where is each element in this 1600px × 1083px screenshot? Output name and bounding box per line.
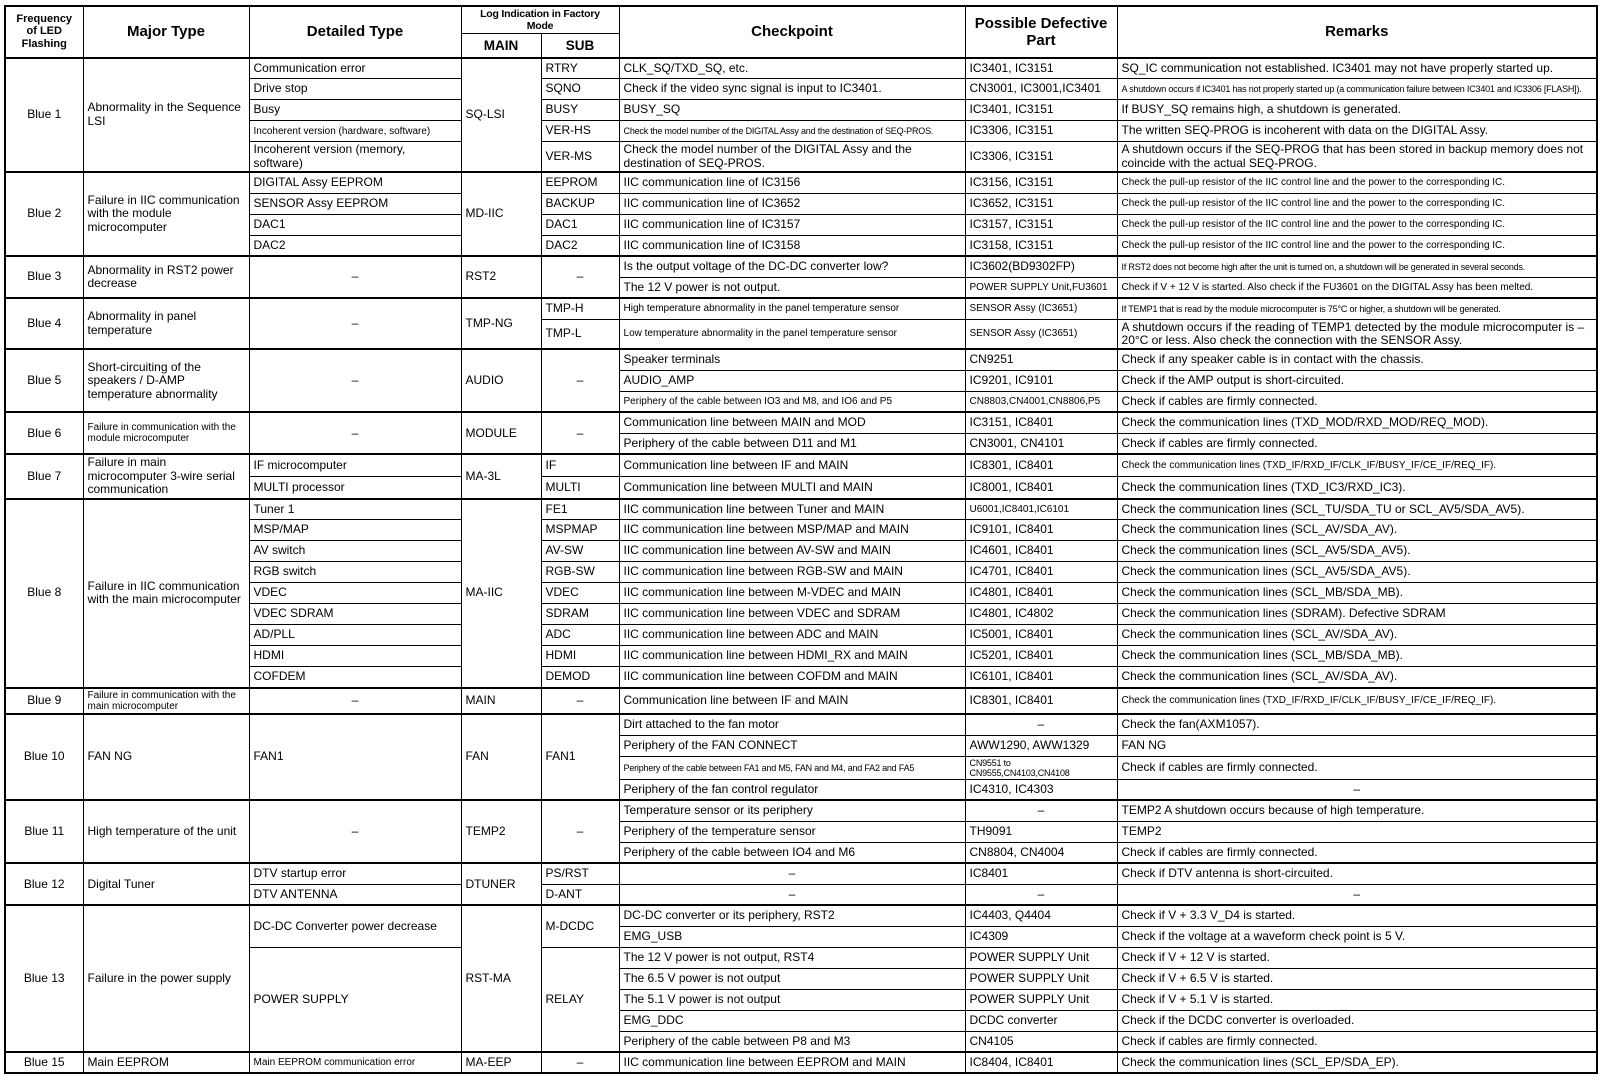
table-cell: POWER SUPPLY Unit,FU3601 — [965, 277, 1117, 298]
table-cell: Failure in IIC communication with the module microcomputer — [83, 172, 249, 256]
table-cell: Low temperature abnormality in the panel temperature sensor — [619, 319, 965, 349]
table-cell: Check the model number of the DIGITAL Assy and the destination of SEQ-PROS. — [619, 121, 965, 142]
table-cell: VER-MS — [541, 142, 619, 172]
table-cell: Periphery of the cable between P8 and M3 — [619, 1031, 965, 1052]
table-cell: IC3401, IC3151 — [965, 58, 1117, 79]
table-cell: Blue 7 — [5, 454, 83, 498]
table-cell: Blue 4 — [5, 298, 83, 349]
table-cell: EMG_DDC — [619, 1010, 965, 1031]
header-row-1 — [5, 6, 1597, 34]
table-cell: Check if cables are firmly connected. — [1117, 756, 1597, 779]
table-cell: VDEC SDRAM — [249, 604, 461, 625]
table-cell: TMP-NG — [461, 298, 541, 349]
table-cell: Check the communication lines (TXD_IF/RXD_IF/CLK_IF/BUSY_IF/CE_IF/REQ_IF). — [1117, 454, 1597, 476]
table-cell: VDEC — [249, 583, 461, 604]
table-cell: Check if the DCDC converter is overloaded. — [1117, 1010, 1597, 1031]
table-cell: Main EEPROM communication error — [249, 1052, 461, 1073]
table-cell: BACKUP — [541, 193, 619, 214]
table-cell: POWER SUPPLY Unit — [965, 947, 1117, 968]
table-row — [5, 499, 1597, 520]
table-cell: IIC communication line of IC3652 — [619, 193, 965, 214]
table-cell: Tuner 1 — [249, 499, 461, 520]
table-cell: Communication line between MULTI and MAIN — [619, 477, 965, 499]
table-cell: The 12 V power is not output, RST4 — [619, 947, 965, 968]
table-row — [5, 172, 1597, 193]
table-cell: Check if V + 6.5 V is started. — [1117, 968, 1597, 989]
table-cell: HDMI — [249, 646, 461, 667]
table-cell: Blue 1 — [5, 58, 83, 172]
table-cell: Check the pull-up resistor of the IIC control line and the power to the corresponding IC. — [1117, 235, 1597, 256]
table-cell: IIC communication line between ADC and MAIN — [619, 625, 965, 646]
table-cell: IC4403, Q4404 — [965, 905, 1117, 926]
table-cell: If TEMP1 that is read by the module microcomputer is 75°C or higher, a shutdown will be generated. — [1117, 298, 1597, 319]
table-cell: Check if DTV antenna is short-circuited. — [1117, 863, 1597, 884]
table-cell: Periphery of the cable between FA1 and M5, FAN and M4, and FA2 and FA5 — [619, 756, 965, 779]
table-cell: – — [541, 800, 619, 863]
table-cell: IC3652, IC3151 — [965, 193, 1117, 214]
table-cell: If BUSY_SQ remains high, a shutdown is generated. — [1117, 100, 1597, 121]
table-cell: Check if cables are firmly connected. — [1117, 391, 1597, 412]
table-row — [5, 298, 1597, 319]
table-cell: IC4801, IC8401 — [965, 583, 1117, 604]
table-cell: MODULE — [461, 412, 541, 454]
table-cell: – — [249, 298, 461, 349]
table-cell: CN9251 — [965, 349, 1117, 370]
table-row — [5, 349, 1597, 370]
table-cell: SQ-LSI — [461, 58, 541, 172]
table-cell: COFDEM — [249, 667, 461, 688]
table-cell: Failure in IIC communication with the main microcomputer — [83, 499, 249, 688]
table-cell: – — [965, 714, 1117, 735]
table-cell: A shutdown occurs if IC3401 has not properly started up (a communication failure between IC3401 and IC3306 [FLASH]). — [1117, 79, 1597, 100]
table-cell: Check the communication lines (SCL_AV5/SDA_AV5). — [1117, 541, 1597, 562]
table-cell: Busy — [249, 100, 461, 121]
table-cell: TMP-H — [541, 298, 619, 319]
table-cell: A shutdown occurs if the reading of TEMP1 detected by the module microcomputer is –20°C or less. Also check the connection with the SENSOR Assy. — [1117, 319, 1597, 349]
table-cell: Abnormality in the Sequence LSI — [83, 58, 249, 172]
table-cell: Blue 6 — [5, 412, 83, 454]
table-cell: – — [249, 412, 461, 454]
table-cell: BUSY_SQ — [619, 100, 965, 121]
table-cell: Check if the voltage at a waveform check point is 5 V. — [1117, 926, 1597, 947]
table-cell: IIC communication line between M-VDEC and MAIN — [619, 583, 965, 604]
table-cell: Failure in main microcomputer 3-wire serial communication — [83, 454, 249, 498]
table-cell: Check if V + 12 V is started. — [1117, 947, 1597, 968]
table-cell: IC3602(BD9302FP) — [965, 256, 1117, 277]
table-cell: DAC2 — [541, 235, 619, 256]
table-cell: MULTI processor — [249, 477, 461, 499]
table-cell: Periphery of the temperature sensor — [619, 821, 965, 842]
table-cell: CLK_SQ/TXD_SQ, etc. — [619, 58, 965, 79]
table-cell: CN4105 — [965, 1031, 1117, 1052]
col-header-remarks: Remarks — [1117, 6, 1597, 58]
table-row — [5, 905, 1597, 926]
table-cell: Blue 12 — [5, 863, 83, 905]
table-cell: Main EEPROM — [83, 1052, 249, 1073]
table-cell: MA-IIC — [461, 499, 541, 688]
table-cell: IIC communication line between VDEC and SDRAM — [619, 604, 965, 625]
table-cell: FAN1 — [541, 714, 619, 800]
table-cell: MULTI — [541, 477, 619, 499]
table-cell: – — [541, 256, 619, 298]
table-cell: The 6.5 V power is not output — [619, 968, 965, 989]
table-cell: – — [249, 256, 461, 298]
table-cell: – — [619, 884, 965, 905]
table-cell: IC8301, IC8401 — [965, 454, 1117, 476]
table-cell: DTV startup error — [249, 863, 461, 884]
table-cell: Check the communication lines (SCL_AV/SDA_AV). — [1117, 520, 1597, 541]
table-row — [5, 800, 1597, 821]
table-cell: Short-circuiting of the speakers / D-AMP temperature abnormality — [83, 349, 249, 412]
table-cell: RST-MA — [461, 905, 541, 1052]
table-cell: FAN NG — [1117, 735, 1597, 756]
table-cell: IC9201, IC9101 — [965, 370, 1117, 391]
table-cell: Dirt attached to the fan motor — [619, 714, 965, 735]
table-cell: SENSOR Assy (IC3651) — [965, 298, 1117, 319]
table-cell: DCDC converter — [965, 1010, 1117, 1031]
table-cell: Communication line between IF and MAIN — [619, 454, 965, 476]
table-cell: DTV ANTENNA — [249, 884, 461, 905]
table-cell: Check the fan(AXM1057). — [1117, 714, 1597, 735]
table-cell: IC3158, IC3151 — [965, 235, 1117, 256]
table-cell: Check the pull-up resistor of the IIC control line and the power to the corresponding IC. — [1117, 214, 1597, 235]
table-cell: DAC1 — [541, 214, 619, 235]
table-cell: MA-EEP — [461, 1052, 541, 1073]
table-cell: Periphery of the FAN CONNECT — [619, 735, 965, 756]
table-cell: EEPROM — [541, 172, 619, 193]
table-cell: Periphery of the fan control regulator — [619, 779, 965, 800]
table-cell: HDMI — [541, 646, 619, 667]
col-header-log-indication: Log Indication in Factory Mode — [461, 6, 619, 34]
table-cell: Speaker terminals — [619, 349, 965, 370]
table-cell: A shutdown occurs if the SEQ-PROG that has been stored in backup memory does not coincide with the actual SEQ-PROG. — [1117, 142, 1597, 172]
table-cell: – — [541, 1052, 619, 1073]
table-row — [5, 1052, 1597, 1073]
table-cell: IC4601, IC8401 — [965, 541, 1117, 562]
table-cell: BUSY — [541, 100, 619, 121]
table-row — [5, 863, 1597, 884]
table-cell: Check the communication lines (TXD_IF/RXD_IF/CLK_IF/BUSY_IF/CE_IF/REQ_IF). — [1117, 688, 1597, 714]
table-cell: DAC1 — [249, 214, 461, 235]
table-cell: IIC communication line between RGB-SW and MAIN — [619, 562, 965, 583]
table-cell: AUDIO_AMP — [619, 370, 965, 391]
table-cell: CN3001, IC3001,IC3401 — [965, 79, 1117, 100]
table-cell: TEMP2 A shutdown occurs because of high temperature. — [1117, 800, 1597, 821]
table-body — [5, 58, 1597, 1074]
table-cell: CN8804, CN4004 — [965, 842, 1117, 863]
table-cell: TH9091 — [965, 821, 1117, 842]
table-cell: Check the communication lines (SCL_TU/SDA_TU or SCL_AV5/SDA_AV5). — [1117, 499, 1597, 520]
table-cell: DC-DC converter or its periphery, RST2 — [619, 905, 965, 926]
table-cell: – — [619, 863, 965, 884]
table-cell: IIC communication line between MSP/MAP and MAIN — [619, 520, 965, 541]
table-cell: FAN — [461, 714, 541, 800]
table-cell: IF — [541, 454, 619, 476]
table-cell: High temperature abnormality in the panel temperature sensor — [619, 298, 965, 319]
table-cell: AD/PLL — [249, 625, 461, 646]
table-cell: Check the communication lines (SCL_AV/SDA_AV). — [1117, 667, 1597, 688]
col-header-checkpoint: Checkpoint — [619, 6, 965, 58]
table-cell: – — [965, 884, 1117, 905]
table-cell: Failure in communication with the module microcomputer — [83, 412, 249, 454]
table-cell: Check the pull-up resistor of the IIC control line and the power to the corresponding IC. — [1117, 193, 1597, 214]
table-cell: D-ANT — [541, 884, 619, 905]
table-cell: – — [249, 800, 461, 863]
col-header-possible-defective-part: Possible Defective Part — [965, 6, 1117, 58]
table-cell: AV-SW — [541, 541, 619, 562]
table-cell: MA-3L — [461, 454, 541, 498]
table-row — [5, 454, 1597, 476]
table-cell: The 5.1 V power is not output — [619, 989, 965, 1010]
table-cell: DEMOD — [541, 667, 619, 688]
table-cell: Check if V + 3.3 V_D4 is started. — [1117, 905, 1597, 926]
table-cell: DIGITAL Assy EEPROM — [249, 172, 461, 193]
table-cell: IC4801, IC4802 — [965, 604, 1117, 625]
table-cell: Check if the AMP output is short-circuited. — [1117, 370, 1597, 391]
table-cell: – — [249, 349, 461, 412]
table-cell: Check if cables are firmly connected. — [1117, 1031, 1597, 1052]
table-cell: Blue 13 — [5, 905, 83, 1052]
table-cell: FAN NG — [83, 714, 249, 800]
table-cell: Incoherent version (memory, software) — [249, 142, 461, 172]
table-cell: FAN1 — [249, 714, 461, 800]
table-cell: IC3306, IC3151 — [965, 142, 1117, 172]
table-cell: Blue 8 — [5, 499, 83, 688]
col-header-main: MAIN — [461, 34, 541, 58]
table-cell: IC4310, IC4303 — [965, 779, 1117, 800]
table-cell: Check the pull-up resistor of the IIC control line and the power to the corresponding IC. — [1117, 172, 1597, 193]
table-cell: IC8401 — [965, 863, 1117, 884]
table-cell: IC3151, IC8401 — [965, 412, 1117, 433]
table-cell: – — [249, 688, 461, 714]
table-cell: SENSOR Assy EEPROM — [249, 193, 461, 214]
table-row — [5, 256, 1597, 277]
table-cell: Check the communication lines (SCL_MB/SDA_MB). — [1117, 583, 1597, 604]
table-row — [5, 58, 1597, 79]
table-cell: IC9101, IC8401 — [965, 520, 1117, 541]
table-header — [5, 6, 1597, 58]
table-cell: AWW1290, AWW1329 — [965, 735, 1117, 756]
table-cell: IC3306, IC3151 — [965, 121, 1117, 142]
table-cell: POWER SUPPLY Unit — [965, 968, 1117, 989]
table-cell: IIC communication line between HDMI_RX and MAIN — [619, 646, 965, 667]
table-cell: SENSOR Assy (IC3651) — [965, 319, 1117, 349]
table-cell: – — [1117, 884, 1597, 905]
table-cell: VER-HS — [541, 121, 619, 142]
table-cell: IC3156, IC3151 — [965, 172, 1117, 193]
table-cell: Abnormality in RST2 power decrease — [83, 256, 249, 298]
table-cell: Check the communication lines (SCL_AV5/SDA_AV5). — [1117, 562, 1597, 583]
table-cell: MSPMAP — [541, 520, 619, 541]
table-cell: Check the communication lines (SCL_MB/SDA_MB). — [1117, 646, 1597, 667]
table-cell: MD-IIC — [461, 172, 541, 256]
table-cell: AV switch — [249, 541, 461, 562]
table-cell: IC5201, IC8401 — [965, 646, 1117, 667]
table-cell: IC8301, IC8401 — [965, 688, 1117, 714]
table-cell: Check the communication lines (SCL_AV/SDA_AV). — [1117, 625, 1597, 646]
table-row — [5, 714, 1597, 735]
table-cell: FE1 — [541, 499, 619, 520]
table-cell: IC8404, IC8401 — [965, 1052, 1117, 1073]
table-cell: Check if cables are firmly connected. — [1117, 842, 1597, 863]
table-cell: Blue 10 — [5, 714, 83, 800]
table-cell: SQ_IC communication not established. IC3401 may not have properly started up. — [1117, 58, 1597, 79]
table-row — [5, 412, 1597, 433]
table-cell: Is the output voltage of the DC-DC converter low? — [619, 256, 965, 277]
table-cell: – — [965, 800, 1117, 821]
table-cell: SQNO — [541, 79, 619, 100]
table-cell: – — [1117, 779, 1597, 800]
col-header-major-type: Major Type — [83, 6, 249, 58]
table-cell: DAC2 — [249, 235, 461, 256]
table-cell: Blue 11 — [5, 800, 83, 863]
table-cell: TMP-L — [541, 319, 619, 349]
table-cell: Check the model number of the DIGITAL Assy and the destination of SEQ-PROS. — [619, 142, 965, 172]
table-cell: Periphery of the cable between IO4 and M6 — [619, 842, 965, 863]
table-cell: IC3401, IC3151 — [965, 100, 1117, 121]
table-cell: IIC communication line between Tuner and MAIN — [619, 499, 965, 520]
table-cell: Check the communication lines (SDRAM). Defective SDRAM — [1117, 604, 1597, 625]
table-cell: AUDIO — [461, 349, 541, 412]
table-cell: IIC communication line of IC3158 — [619, 235, 965, 256]
table-cell: IC4309 — [965, 926, 1117, 947]
table-cell: Digital Tuner — [83, 863, 249, 905]
table-cell: Periphery of the cable between IO3 and M8, and IO6 and P5 — [619, 391, 965, 412]
table-cell: Check the communication lines (TXD_MOD/RXD_MOD/REQ_MOD). — [1117, 412, 1597, 433]
table-cell: Blue 2 — [5, 172, 83, 256]
table-cell: RGB switch — [249, 562, 461, 583]
table-cell: DC-DC Converter power decrease — [249, 905, 461, 947]
table-cell: IC3157, IC3151 — [965, 214, 1117, 235]
table-cell: Blue 9 — [5, 688, 83, 714]
table-cell: Blue 3 — [5, 256, 83, 298]
table-cell: TEMP2 — [1117, 821, 1597, 842]
table-cell: PS/RST — [541, 863, 619, 884]
table-cell: Communication line between IF and MAIN — [619, 688, 965, 714]
table-cell: IF microcomputer — [249, 454, 461, 476]
table-cell: Check if cables are firmly connected. — [1117, 433, 1597, 454]
table-cell: Check if V + 12 V is started. Also check if the FU3601 on the DIGITAL Assy has been melted. — [1117, 277, 1597, 298]
table-cell: IIC communication line of IC3157 — [619, 214, 965, 235]
table-cell: IIC communication line of IC3156 — [619, 172, 965, 193]
table-cell: Communication line between MAIN and MOD — [619, 412, 965, 433]
table-cell: – — [541, 412, 619, 454]
table-cell: CN9551 to CN9555,CN4103,CN4108 — [965, 756, 1117, 779]
table-cell: U6001,IC8401,IC6101 — [965, 499, 1117, 520]
table-cell: IC6101, IC8401 — [965, 667, 1117, 688]
table-cell: Blue 5 — [5, 349, 83, 412]
table-cell: VDEC — [541, 583, 619, 604]
table-cell: Check the communication lines (SCL_EP/SDA_EP). — [1117, 1052, 1597, 1073]
table-cell: RELAY — [541, 947, 619, 1052]
table-cell: IIC communication line between COFDM and MAIN — [619, 667, 965, 688]
table-cell: EMG_USB — [619, 926, 965, 947]
table-cell: IC8001, IC8401 — [965, 477, 1117, 499]
table-cell: Check if the video sync signal is input to IC3401. — [619, 79, 965, 100]
table-cell: IC5001, IC8401 — [965, 625, 1117, 646]
col-header-detailed-type: Detailed Type — [249, 6, 461, 58]
table-cell: TEMP2 — [461, 800, 541, 863]
table-cell: Periphery of the cable between D11 and M1 — [619, 433, 965, 454]
table-cell: Failure in communication with the main microcomputer — [83, 688, 249, 714]
table-cell: Communication error — [249, 58, 461, 79]
table-cell: IIC communication line between AV-SW and MAIN — [619, 541, 965, 562]
led-diagnostic-table — [4, 5, 1598, 1074]
table-cell: The written SEQ-PROG is incoherent with data on the DIGITAL Assy. — [1117, 121, 1597, 142]
table-cell: Check if any speaker cable is in contact with the chassis. — [1117, 349, 1597, 370]
table-cell: Drive stop — [249, 79, 461, 100]
table-cell: MAIN — [461, 688, 541, 714]
table-cell: DTUNER — [461, 863, 541, 905]
table-cell: Check if V + 5.1 V is started. — [1117, 989, 1597, 1010]
table-cell: RST2 — [461, 256, 541, 298]
table-cell: M-DCDC — [541, 905, 619, 947]
table-cell: POWER SUPPLY Unit — [965, 989, 1117, 1010]
table-cell: IIC communication line between EEPROM and MAIN — [619, 1052, 965, 1073]
table-cell: RGB-SW — [541, 562, 619, 583]
table-cell: CN3001, CN4101 — [965, 433, 1117, 454]
table-cell: Abnormality in panel temperature — [83, 298, 249, 349]
table-cell: Check the communication lines (TXD_IC3/RXD_IC3). — [1117, 477, 1597, 499]
table-cell: Failure in the power supply — [83, 905, 249, 1052]
table-cell: ADC — [541, 625, 619, 646]
table-cell: SDRAM — [541, 604, 619, 625]
col-header-frequency: Frequency of LED Flashing — [5, 6, 83, 58]
col-header-sub: SUB — [541, 34, 619, 58]
table-cell: – — [541, 688, 619, 714]
table-cell: – — [541, 349, 619, 412]
table-cell: The 12 V power is not output. — [619, 277, 965, 298]
table-cell: CN8803,CN4001,CN8806,P5 — [965, 391, 1117, 412]
table-cell: POWER SUPPLY — [249, 947, 461, 1052]
table-cell: High temperature of the unit — [83, 800, 249, 863]
table-cell: RTRY — [541, 58, 619, 79]
table-cell: MSP/MAP — [249, 520, 461, 541]
table-cell: If RST2 does not become high after the unit is turned on, a shutdown will be generated in several seconds. — [1117, 256, 1597, 277]
table-cell: Incoherent version (hardware, software) — [249, 121, 461, 142]
table-cell: Blue 15 — [5, 1052, 83, 1073]
table-cell: Temperature sensor or its periphery — [619, 800, 965, 821]
table-cell: IC4701, IC8401 — [965, 562, 1117, 583]
table-row — [5, 688, 1597, 714]
